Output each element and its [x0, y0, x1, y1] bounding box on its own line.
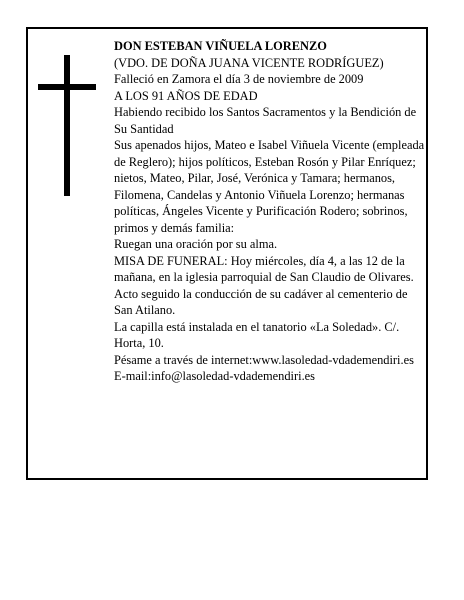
funeral-paragraph: MISA DE FUNERAL: Hoy miércoles, día 4, a las 12 de la mañana, en la iglesia parroquial de San Claudio de Olivares. Acto seguido la conducción de su cadáver al cementerio de San Atilano. — [114, 253, 414, 317]
prayer-line: Ruegan una oración por su alma. — [114, 237, 278, 251]
cross-icon — [64, 55, 70, 196]
deceased-name: DON ESTEBAN VIÑUELA LORENZO — [114, 39, 327, 53]
age-line: A LOS 91 AÑOS DE EDAD — [114, 88, 258, 103]
family-paragraph: Sus apenados hijos, Mateo e Isabel Viñuela Vicente (empleada de Reglero); hijos políticos, Esteban Rosón y Pilar Enríquez; nietos, Mateo, Pilar, José, Verónica y Tamara; hermanos, Filomena, Candelas y Antonio Viñuela Lorenzo; hermanas políticas, Ángeles Vicente y Purificación Rodero; sobrinos, primos y demás familia: — [114, 138, 425, 235]
chapel-paragraph: La capilla está instalada en el tanatorio «La Soledad». C/. Horta, 10. — [114, 319, 400, 350]
death-line: Falleció en Zamora el día 3 de noviembre de 2009 — [114, 72, 364, 86]
widow-of-line: (VDO. DE DOÑA JUANA VICENTE RODRÍGUEZ) — [114, 55, 384, 70]
cross-icon-bar — [38, 84, 96, 90]
notice-body — [114, 38, 426, 385]
email-line: E-mail:info@lasoledad-vdademendiri.es — [114, 369, 315, 383]
condolences-paragraph: Pésame a través de internet:www.lasoledad-vdademendiri.es — [114, 352, 414, 367]
sacraments-paragraph: Habiendo recibido los Santos Sacramentos y la Bendición de Su Santidad — [114, 105, 417, 136]
